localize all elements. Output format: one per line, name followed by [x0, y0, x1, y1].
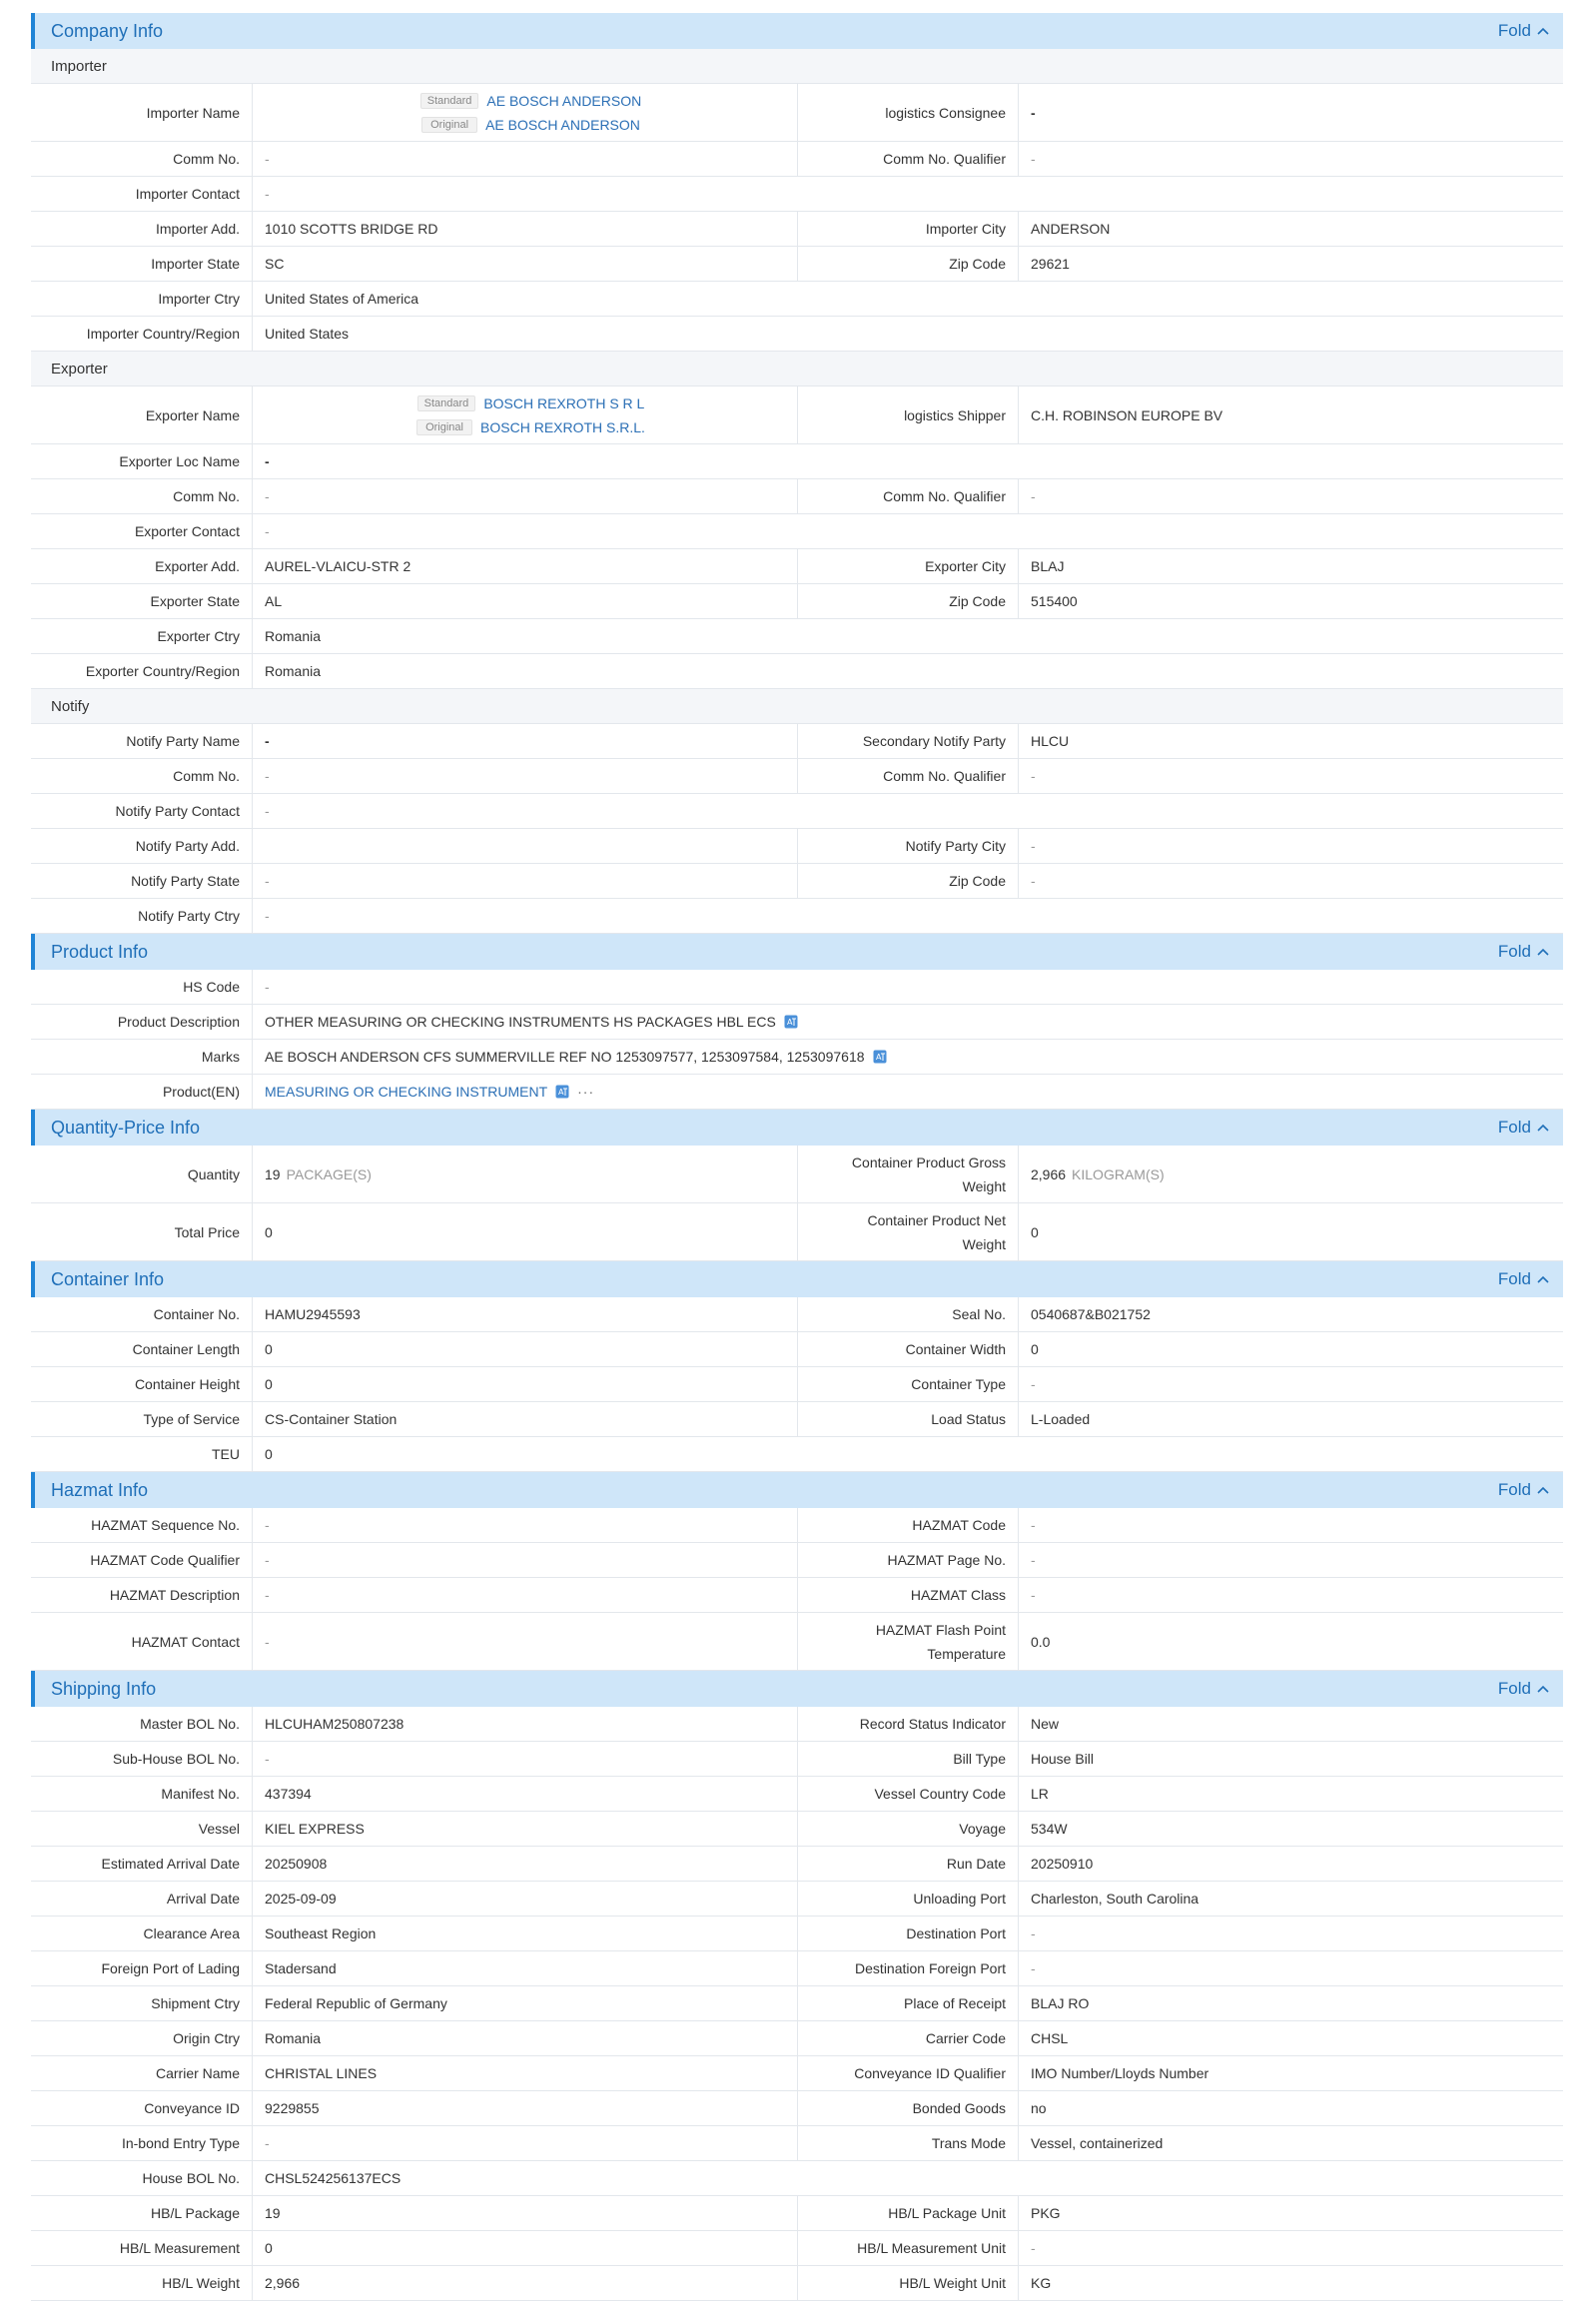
field-label: Foreign Port of Lading — [31, 1951, 253, 1985]
importer-name-original-link[interactable]: AE BOSCH ANDERSON — [485, 116, 640, 133]
field-label: Bill Type — [797, 1742, 1019, 1776]
field-label: Zip Code — [797, 247, 1019, 281]
section-title: Container Info — [51, 1268, 165, 1289]
field-value: - — [265, 488, 270, 504]
table-row — [31, 1882, 1563, 1917]
field-value: - — [1031, 1552, 1036, 1568]
table-row — [31, 1332, 1563, 1367]
field-label: Clearance Area — [31, 1917, 253, 1950]
table-row — [31, 1707, 1563, 1742]
table-row — [31, 1402, 1563, 1437]
field-label: Importer Country/Region — [31, 317, 253, 351]
field-value: 0.0 — [1031, 1633, 1051, 1650]
field-label: Record Status Indicator — [797, 1707, 1019, 1741]
table-row — [31, 724, 1563, 759]
field-label: Exporter City — [797, 549, 1019, 583]
fold-button[interactable] — [1498, 1480, 1549, 1500]
marks-value — [253, 1040, 1563, 1074]
field-label: Comm No. — [31, 142, 253, 176]
field-label: Product(EN) — [31, 1075, 253, 1109]
original-tag: Original — [416, 419, 472, 435]
field-value: 2025-09-09 — [265, 1891, 337, 1907]
table-row — [31, 514, 1563, 549]
field-label: Container Width — [797, 1332, 1019, 1366]
field-label: House BOL No. — [31, 2161, 253, 2195]
table-row — [31, 2266, 1563, 2301]
section-title: Quantity-Price Info — [51, 1117, 201, 1138]
field-label: Container No. — [31, 1297, 253, 1331]
table-row — [31, 2021, 1563, 2056]
fold-label: Fold — [1497, 21, 1531, 40]
field-value: - — [1031, 1376, 1036, 1392]
field-label: Comm No. — [31, 759, 253, 793]
field-label: HAZMAT Sequence No. — [31, 1508, 253, 1542]
field-value: CS-Container Station — [265, 1411, 398, 1427]
field-value: 19 — [265, 1165, 281, 1182]
table-row — [31, 386, 1563, 444]
svg-text:A: A — [786, 1018, 793, 1027]
field-value: 2,966 — [1031, 1165, 1067, 1182]
field-label: Carrier Code — [797, 2021, 1019, 2055]
svg-text:A: A — [558, 1088, 564, 1097]
table-row — [31, 759, 1563, 794]
field-value: 0540687&B021752 — [1031, 1306, 1151, 1322]
field-label: Exporter Ctry — [31, 619, 253, 653]
company-info-header — [31, 13, 1563, 49]
label-line: Container Product Gross — [851, 1153, 1006, 1170]
chevron-up-icon — [1537, 1685, 1549, 1693]
table-row — [31, 1508, 1563, 1543]
field-label: Manifest No. — [31, 1777, 253, 1811]
fold-button[interactable] — [1498, 1679, 1549, 1699]
translate-icon[interactable] — [873, 1050, 887, 1064]
field-label: Conveyance ID — [31, 2091, 253, 2125]
quantity-price-info-header — [31, 1110, 1563, 1146]
field-label: HAZMAT Code — [797, 1508, 1019, 1542]
field-value: New — [1031, 1716, 1060, 1732]
field-label: Notify Party City — [797, 829, 1019, 863]
field-value: United States — [265, 326, 350, 342]
table-row — [31, 794, 1563, 829]
table-row — [31, 654, 1563, 689]
field-value: - — [1031, 1587, 1036, 1603]
field-value: OTHER MEASURING OR CHECKING INSTRUMENTS HS PACKAGES HBL ECS — [265, 1014, 776, 1030]
unit-label: PACKAGE(S) — [286, 1165, 372, 1182]
fold-button[interactable] — [1498, 21, 1549, 41]
chevron-up-icon — [1537, 1124, 1549, 1132]
table-row — [31, 444, 1563, 479]
product-en-link[interactable]: MEASURING OR CHECKING INSTRUMENT — [265, 1084, 548, 1100]
field-value: United States of America — [265, 291, 419, 307]
field-label: Marks — [31, 1040, 253, 1074]
table-row — [31, 1613, 1563, 1671]
field-value: - — [1031, 1960, 1036, 1976]
field-label: Exporter Name — [31, 386, 253, 443]
table-row — [31, 1297, 1563, 1332]
field-value: L-Loaded — [1031, 1411, 1091, 1427]
field-label: Run Date — [797, 1847, 1019, 1881]
label-line: HAZMAT Flash Point — [875, 1621, 1006, 1638]
field-label: HAZMAT Page No. — [797, 1543, 1019, 1577]
label-line: Weight — [962, 1235, 1006, 1252]
field-value: AL — [265, 593, 283, 609]
label-line: Weight — [962, 1177, 1006, 1194]
field-value: - — [265, 453, 270, 469]
field-value: CHSL524256137ECS — [265, 2170, 401, 2186]
importer-subheader: Importer — [31, 49, 1563, 84]
table-row — [31, 2056, 1563, 2091]
product-en-value — [253, 1075, 1563, 1109]
table-row — [31, 829, 1563, 864]
field-value: - — [265, 979, 270, 995]
chevron-up-icon — [1537, 948, 1549, 956]
field-value: - — [1031, 873, 1036, 889]
field-label: Voyage — [797, 1812, 1019, 1846]
field-value: 0 — [265, 1341, 273, 1357]
field-value: Romania — [265, 663, 322, 679]
field-label: Notify Party Contact — [31, 794, 253, 828]
field-value: IMO Number/Lloyds Number — [1031, 2065, 1209, 2081]
field-label: Destination Port — [797, 1917, 1019, 1950]
field-label: Container Length — [31, 1332, 253, 1366]
field-value: - — [265, 768, 270, 784]
container-info-header — [31, 1261, 1563, 1297]
table-row — [31, 282, 1563, 317]
field-value: - — [265, 1633, 270, 1650]
exporter-subheader: Exporter — [31, 352, 1563, 386]
field-value: - — [1031, 768, 1036, 784]
field-label: Comm No. — [31, 479, 253, 513]
field-label: Vessel Country Code — [797, 1777, 1019, 1811]
field-label: Master BOL No. — [31, 1707, 253, 1741]
field-value: C.H. ROBINSON EUROPE BV — [1031, 406, 1223, 423]
svg-text:A: A — [875, 1053, 881, 1062]
field-label: Quantity — [31, 1146, 253, 1202]
field-label: Product Description — [31, 1005, 253, 1039]
table-row — [31, 2161, 1563, 2196]
table-row — [31, 247, 1563, 282]
chevron-up-icon — [1537, 1486, 1549, 1494]
field-label: Importer City — [797, 212, 1019, 246]
field-value: - — [1031, 1925, 1036, 1941]
field-value — [253, 829, 797, 863]
field-value: - — [265, 523, 270, 539]
field-value: Vessel, containerized — [1031, 2135, 1164, 2151]
field-label: HAZMAT Description — [31, 1578, 253, 1612]
table-row — [31, 1543, 1563, 1578]
fold-label: Fold — [1497, 1118, 1531, 1137]
importer-name-standard-link[interactable]: AE BOSCH ANDERSON — [486, 92, 642, 109]
field-value: no — [1031, 2100, 1047, 2116]
field-value: AE BOSCH ANDERSON CFS SUMMERVILLE REF NO 1253097577, 1253097584, 1253097618 — [265, 1049, 865, 1065]
table-row — [31, 1812, 1563, 1847]
field-label: Destination Foreign Port — [797, 1951, 1019, 1985]
field-label: Comm No. Qualifier — [797, 479, 1019, 513]
field-value: - — [1031, 151, 1036, 167]
field-label: Exporter State — [31, 584, 253, 618]
table-row — [31, 1847, 1563, 1882]
field-value: Southeast Region — [265, 1925, 377, 1941]
table-row — [31, 1578, 1563, 1613]
more-icon[interactable]: ··· — [577, 1084, 595, 1100]
field-label: HS Code — [31, 970, 253, 1004]
exporter-name-original-link[interactable]: BOSCH REXROTH S.R.L. — [480, 418, 645, 435]
product-info-header — [31, 934, 1563, 970]
table-row — [31, 1367, 1563, 1402]
field-label: Load Status — [797, 1402, 1019, 1436]
field-label: Seal No. — [797, 1297, 1019, 1331]
field-label: Trans Mode — [797, 2126, 1019, 2160]
field-value: 2,966 — [265, 2275, 301, 2291]
field-value: HLCU — [1031, 733, 1070, 749]
hazmat-info-header — [31, 1472, 1563, 1508]
field-label: Exporter Add. — [31, 549, 253, 583]
field-value: 29621 — [1031, 256, 1070, 272]
field-value: 534W — [1031, 1821, 1068, 1837]
field-value: 1010 SCOTTS BRIDGE RD — [265, 221, 438, 237]
field-value: SC — [265, 256, 285, 272]
table-row — [31, 1203, 1563, 1261]
section-title: Company Info — [51, 20, 164, 41]
label-line: Temperature — [927, 1645, 1006, 1662]
field-label: HB/L Package Unit — [797, 2196, 1019, 2230]
field-label: Zip Code — [797, 864, 1019, 898]
field-value: 515400 — [1031, 593, 1078, 609]
table-row — [31, 1917, 1563, 1951]
field-label: HAZMAT Class — [797, 1578, 1019, 1612]
field-value: - — [265, 908, 270, 924]
field-label: Type of Service — [31, 1402, 253, 1436]
field-value: Romania — [265, 2030, 322, 2046]
field-label: Importer Contact — [31, 177, 253, 211]
field-label: Notify Party Ctry — [31, 899, 253, 933]
field-label: HB/L Measurement Unit — [797, 2231, 1019, 2265]
field-value: 437394 — [265, 1786, 312, 1802]
field-label: Bonded Goods — [797, 2091, 1019, 2125]
field-value: 0 — [1031, 1341, 1039, 1357]
fold-button[interactable] — [1498, 1118, 1549, 1138]
field-value: - — [265, 733, 270, 749]
table-row — [31, 142, 1563, 177]
field-label: Exporter Loc Name — [31, 444, 253, 478]
importer-name-value — [253, 84, 797, 141]
field-label: HB/L Weight — [31, 2266, 253, 2300]
field-value: Romania — [265, 628, 322, 644]
field-label: logistics Consignee — [797, 84, 1019, 141]
table-row — [31, 479, 1563, 514]
field-label: Estimated Arrival Date — [31, 1847, 253, 1881]
section-title: Hazmat Info — [51, 1479, 149, 1500]
standard-tag: Standard — [420, 93, 479, 109]
shipping-rows-hbl — [31, 2196, 1563, 2301]
field-value: - — [1031, 488, 1036, 504]
field-label: Exporter Contact — [31, 514, 253, 548]
field-label: Secondary Notify Party — [797, 724, 1019, 758]
table-row — [31, 864, 1563, 899]
field-value: - — [1031, 1517, 1036, 1533]
table-row — [31, 212, 1563, 247]
field-label: HB/L Measurement — [31, 2231, 253, 2265]
table-row — [31, 1986, 1563, 2021]
field-value: - — [265, 1751, 270, 1767]
table-row — [31, 584, 1563, 619]
table-row — [31, 2126, 1563, 2161]
field-value: Charleston, South Carolina — [1031, 1891, 1199, 1907]
table-row — [31, 2231, 1563, 2266]
fold-label: Fold — [1497, 1480, 1531, 1499]
field-label: Importer Add. — [31, 212, 253, 246]
field-label: Importer State — [31, 247, 253, 281]
table-row — [31, 1742, 1563, 1777]
field-label: logistics Shipper — [797, 386, 1019, 443]
translate-icon[interactable] — [555, 1085, 569, 1099]
table-row — [31, 970, 1563, 1005]
detail-page — [31, 13, 1563, 2301]
fold-label: Fold — [1497, 1269, 1531, 1288]
exporter-name-value — [253, 386, 797, 443]
field-label: HB/L Weight Unit — [797, 2266, 1019, 2300]
shipping-rows — [31, 1707, 1563, 2161]
field-label: Arrival Date — [31, 1882, 253, 1916]
field-value: - — [265, 186, 270, 202]
standard-tag: Standard — [417, 395, 476, 411]
field-value: - — [1031, 838, 1036, 854]
fold-button[interactable] — [1498, 942, 1549, 962]
table-row — [31, 1951, 1563, 1986]
field-value: - — [1031, 2240, 1036, 2256]
fold-button[interactable] — [1498, 1269, 1549, 1289]
field-label: HAZMAT Contact — [31, 1613, 253, 1670]
field-value: - — [265, 2135, 270, 2151]
field-value: Federal Republic of Germany — [265, 1995, 447, 2011]
field-label: Comm No. Qualifier — [797, 759, 1019, 793]
field-value: 9229855 — [265, 2100, 320, 2116]
field-value: - — [265, 803, 270, 819]
field-value: 19 — [265, 2205, 281, 2221]
field-label: Zip Code — [797, 584, 1019, 618]
field-label: Container Type — [797, 1367, 1019, 1401]
net-weight-label — [797, 1203, 1019, 1260]
table-row — [31, 317, 1563, 352]
gross-weight-value — [1019, 1146, 1563, 1202]
table-row — [31, 899, 1563, 934]
notify-subheader: Notify — [31, 689, 1563, 724]
field-value: 0 — [265, 2240, 273, 2256]
field-value: - — [265, 1552, 270, 1568]
field-value: ANDERSON — [1031, 221, 1111, 237]
field-label: HAZMAT Code Qualifier — [31, 1543, 253, 1577]
section-title: Product Info — [51, 941, 149, 962]
field-value: 0 — [265, 1376, 273, 1392]
label-line: Container Product Net — [867, 1211, 1006, 1228]
field-value: 0 — [1031, 1223, 1039, 1240]
fold-label: Fold — [1497, 1679, 1531, 1698]
field-label: Comm No. Qualifier — [797, 142, 1019, 176]
quantity-value — [253, 1146, 797, 1202]
field-label: HB/L Package — [31, 2196, 253, 2230]
field-label: Conveyance ID Qualifier — [797, 2056, 1019, 2090]
field-label: TEU — [31, 1437, 253, 1471]
table-row — [31, 177, 1563, 212]
field-value: Stadersand — [265, 1960, 337, 1976]
field-label: Shipment Ctry — [31, 1986, 253, 2020]
field-label: Unloading Port — [797, 1882, 1019, 1916]
field-label: Carrier Name — [31, 2056, 253, 2090]
shipping-info-header — [31, 1671, 1563, 1707]
chevron-up-icon — [1537, 27, 1549, 35]
table-row — [31, 619, 1563, 654]
field-label: Notify Party Name — [31, 724, 253, 758]
field-value: 20250908 — [265, 1856, 328, 1872]
field-label: Importer Ctry — [31, 282, 253, 316]
field-value: 20250910 — [1031, 1856, 1094, 1872]
chevron-up-icon — [1537, 1275, 1549, 1283]
unit-label: KILOGRAM(S) — [1072, 1165, 1165, 1182]
field-value: LR — [1031, 1786, 1049, 1802]
table-row — [31, 1005, 1563, 1040]
field-label: Exporter Country/Region — [31, 654, 253, 688]
field-label: Total Price — [31, 1203, 253, 1260]
translate-icon[interactable] — [784, 1015, 798, 1029]
table-row — [31, 2196, 1563, 2231]
field-value: CHSL — [1031, 2030, 1069, 2046]
gross-weight-label — [797, 1146, 1019, 1202]
field-label: Notify Party State — [31, 864, 253, 898]
field-value: AUREL-VLAICU-STR 2 — [265, 558, 411, 574]
exporter-name-standard-link[interactable]: BOSCH REXROTH S R L — [483, 394, 645, 411]
field-value: BLAJ RO — [1031, 1995, 1090, 2011]
field-value: - — [265, 873, 270, 889]
field-value: House Bill — [1031, 1751, 1095, 1767]
field-value: 0 — [265, 1446, 273, 1462]
field-value: - — [265, 1517, 270, 1533]
field-value: HAMU2945593 — [265, 1306, 361, 1322]
fold-label: Fold — [1497, 942, 1531, 961]
field-label: Importer Name — [31, 84, 253, 141]
table-row — [31, 1777, 1563, 1812]
product-description-value — [253, 1005, 1563, 1039]
field-label: In-bond Entry Type — [31, 2126, 253, 2160]
table-row — [31, 549, 1563, 584]
field-label: Origin Ctry — [31, 2021, 253, 2055]
field-label: Container Height — [31, 1367, 253, 1401]
table-row — [31, 1437, 1563, 1472]
field-value: 0 — [265, 1223, 273, 1240]
field-value: BLAJ — [1031, 558, 1065, 574]
field-label: Sub-House BOL No. — [31, 1742, 253, 1776]
field-value: PKG — [1031, 2205, 1061, 2221]
field-value: HLCUHAM250807238 — [265, 1716, 404, 1732]
field-value: KG — [1031, 2275, 1052, 2291]
field-label: Notify Party Add. — [31, 829, 253, 863]
original-tag: Original — [421, 117, 477, 133]
table-row — [31, 1040, 1563, 1075]
field-value: KIEL EXPRESS — [265, 1821, 365, 1837]
table-row — [31, 1075, 1563, 1110]
table-row — [31, 84, 1563, 142]
field-label: Vessel — [31, 1812, 253, 1846]
table-row — [31, 1146, 1563, 1203]
section-title: Shipping Info — [51, 1678, 157, 1699]
flash-point-label — [797, 1613, 1019, 1670]
field-value: CHRISTAL LINES — [265, 2065, 378, 2081]
field-value: - — [1031, 104, 1036, 121]
field-value: - — [265, 151, 270, 167]
field-label: Place of Receipt — [797, 1986, 1019, 2020]
field-value: - — [265, 1587, 270, 1603]
table-row — [31, 2091, 1563, 2126]
